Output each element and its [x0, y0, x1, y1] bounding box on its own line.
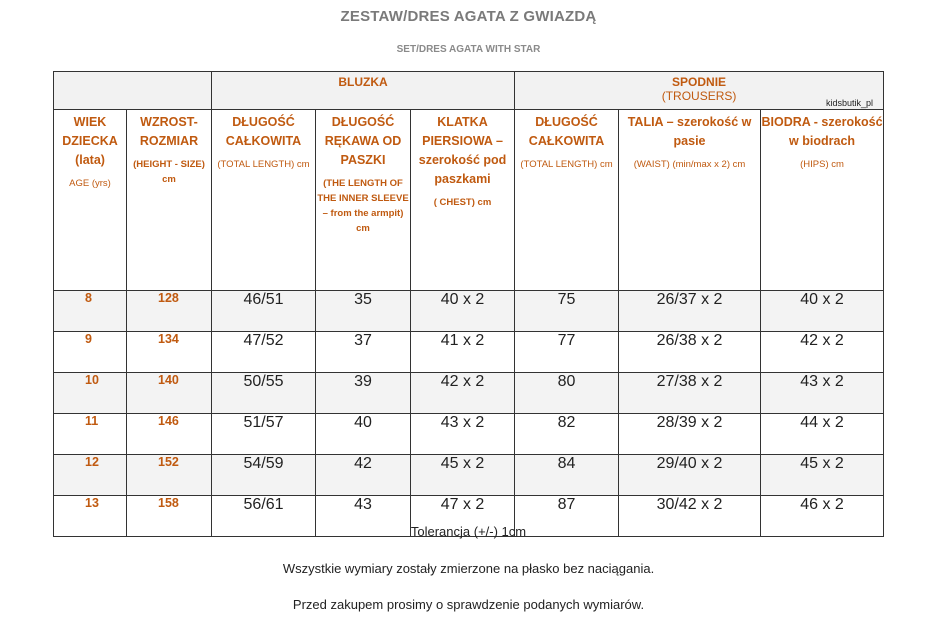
header-sleeve-label: DŁUGOŚĆ RĘKAWA OD PASZKI — [324, 115, 402, 167]
cell-age: 13 — [54, 496, 127, 537]
header-hips-label: BIODRA - szerokość w biodrach — [761, 115, 883, 148]
column-header-row — [54, 110, 884, 291]
cell-waist: 27/38 x 2 — [619, 373, 761, 414]
cell-height: 134 — [127, 332, 212, 373]
cell-chest: 40 x 2 — [411, 291, 515, 332]
cell-sleeve: 42 — [316, 455, 411, 496]
cell-hips: 42 x 2 — [761, 332, 884, 373]
cell-hips: 40 x 2 — [761, 291, 884, 332]
header-bluzka-length — [212, 110, 316, 291]
cell-t-len: 87 — [515, 496, 619, 537]
header-chest — [411, 110, 515, 291]
header-waist-sub: (WAIST) (min/max x 2) cm — [633, 159, 746, 170]
cell-chest: 42 x 2 — [411, 373, 515, 414]
header-trousers-length-sub: (TOTAL LENGTH) cm — [520, 159, 613, 170]
cell-waist: 29/40 x 2 — [619, 455, 761, 496]
header-hips-sub: (HIPS) cm — [800, 159, 844, 170]
tolerance-note: Tolerancja (+/-) 1cm — [410, 524, 527, 539]
cell-height: 140 — [127, 373, 212, 414]
flat-measure-note: Wszystkie wymiary zostały zmierzone na płasko bez naciągania. — [282, 561, 655, 576]
group-header-row — [54, 72, 884, 110]
header-trousers-length-label: DŁUGOŚĆ CAŁKOWITA — [528, 115, 605, 148]
cell-age: 12 — [54, 455, 127, 496]
header-waist — [619, 110, 761, 291]
header-sleeve-sub: (THE LENGTH OF THE INNER SLEEVE – from the armpit) cm — [317, 178, 409, 234]
cell-chest: 43 x 2 — [411, 414, 515, 455]
cell-waist: 26/38 x 2 — [619, 332, 761, 373]
cell-hips: 45 x 2 — [761, 455, 884, 496]
cell-hips: 46 x 2 — [761, 496, 884, 537]
group-spodnie-cell — [515, 72, 884, 110]
group-spodnie-label: SPODNIE — [672, 75, 727, 89]
header-chest-label: KLATKA PIERSIOWA – szerokość pod paszkami — [418, 115, 507, 186]
cell-waist: 26/37 x 2 — [619, 291, 761, 332]
cell-t-len: 75 — [515, 291, 619, 332]
header-height — [127, 110, 212, 291]
cell-chest: 45 x 2 — [411, 455, 515, 496]
header-waist-label: TALIA – szerokość w pasie — [627, 115, 752, 148]
cell-sleeve: 37 — [316, 332, 411, 373]
header-trousers-length — [515, 110, 619, 291]
cell-chest: 41 x 2 — [411, 332, 515, 373]
page-subtitle: SET/DRES AGATA WITH STAR — [396, 44, 541, 55]
table-row — [54, 373, 884, 414]
check-measure-note: Przed zakupem prosimy o sprawdzenie podanych wymiarów. — [292, 597, 645, 612]
cell-height: 158 — [127, 496, 212, 537]
header-sleeve — [316, 110, 411, 291]
cell-b-len: 56/61 — [212, 496, 316, 537]
cell-height: 152 — [127, 455, 212, 496]
table-row — [54, 414, 884, 455]
header-age-sub: AGE (yrs) — [69, 178, 111, 189]
size-table — [53, 71, 884, 537]
table-row — [54, 332, 884, 373]
cell-sleeve: 39 — [316, 373, 411, 414]
group-bluzka-label: BLUZKA — [338, 75, 388, 89]
cell-t-len: 84 — [515, 455, 619, 496]
cell-b-len: 51/57 — [212, 414, 316, 455]
watermark-text: kidsbutik_pl — [826, 98, 874, 108]
cell-b-len: 50/55 — [212, 373, 316, 414]
cell-chest: 47 x 2 — [411, 496, 515, 537]
cell-t-len: 80 — [515, 373, 619, 414]
header-height-label: WZROST-ROZMIAR — [139, 115, 199, 148]
header-age — [54, 110, 127, 291]
header-bluzka-length-label: DŁUGOŚĆ CAŁKOWITA — [225, 115, 302, 148]
table-row — [54, 291, 884, 332]
cell-height: 128 — [127, 291, 212, 332]
page-title: ZESTAW/DRES AGATA Z GWIAZDĄ — [340, 8, 597, 25]
cell-height: 146 — [127, 414, 212, 455]
cell-sleeve: 43 — [316, 496, 411, 537]
header-hips — [761, 110, 884, 291]
cell-sleeve: 40 — [316, 414, 411, 455]
cell-b-len: 54/59 — [212, 455, 316, 496]
cell-sleeve: 35 — [316, 291, 411, 332]
cell-age: 9 — [54, 332, 127, 373]
size-table-body — [54, 291, 884, 537]
cell-t-len: 77 — [515, 332, 619, 373]
group-spodnie-sublabel: (TROUSERS) — [661, 89, 737, 103]
cell-hips: 43 x 2 — [761, 373, 884, 414]
header-bluzka-length-sub: (TOTAL LENGTH) cm — [217, 159, 310, 170]
cell-hips: 44 x 2 — [761, 414, 884, 455]
cell-age: 11 — [54, 414, 127, 455]
cell-t-len: 82 — [515, 414, 619, 455]
cell-b-len: 46/51 — [212, 291, 316, 332]
table-row — [54, 455, 884, 496]
cell-waist: 28/39 x 2 — [619, 414, 761, 455]
cell-waist: 30/42 x 2 — [619, 496, 761, 537]
header-age-label: WIEK DZIECKA (lata) — [62, 115, 118, 167]
header-height-sub: (HEIGHT - SIZE) cm — [133, 159, 205, 185]
header-chest-sub: ( CHEST) cm — [433, 197, 492, 208]
group-bluzka-cell — [212, 72, 515, 110]
cell-age: 8 — [54, 291, 127, 332]
group-empty-cell — [54, 72, 212, 110]
cell-age: 10 — [54, 373, 127, 414]
cell-b-len: 47/52 — [212, 332, 316, 373]
